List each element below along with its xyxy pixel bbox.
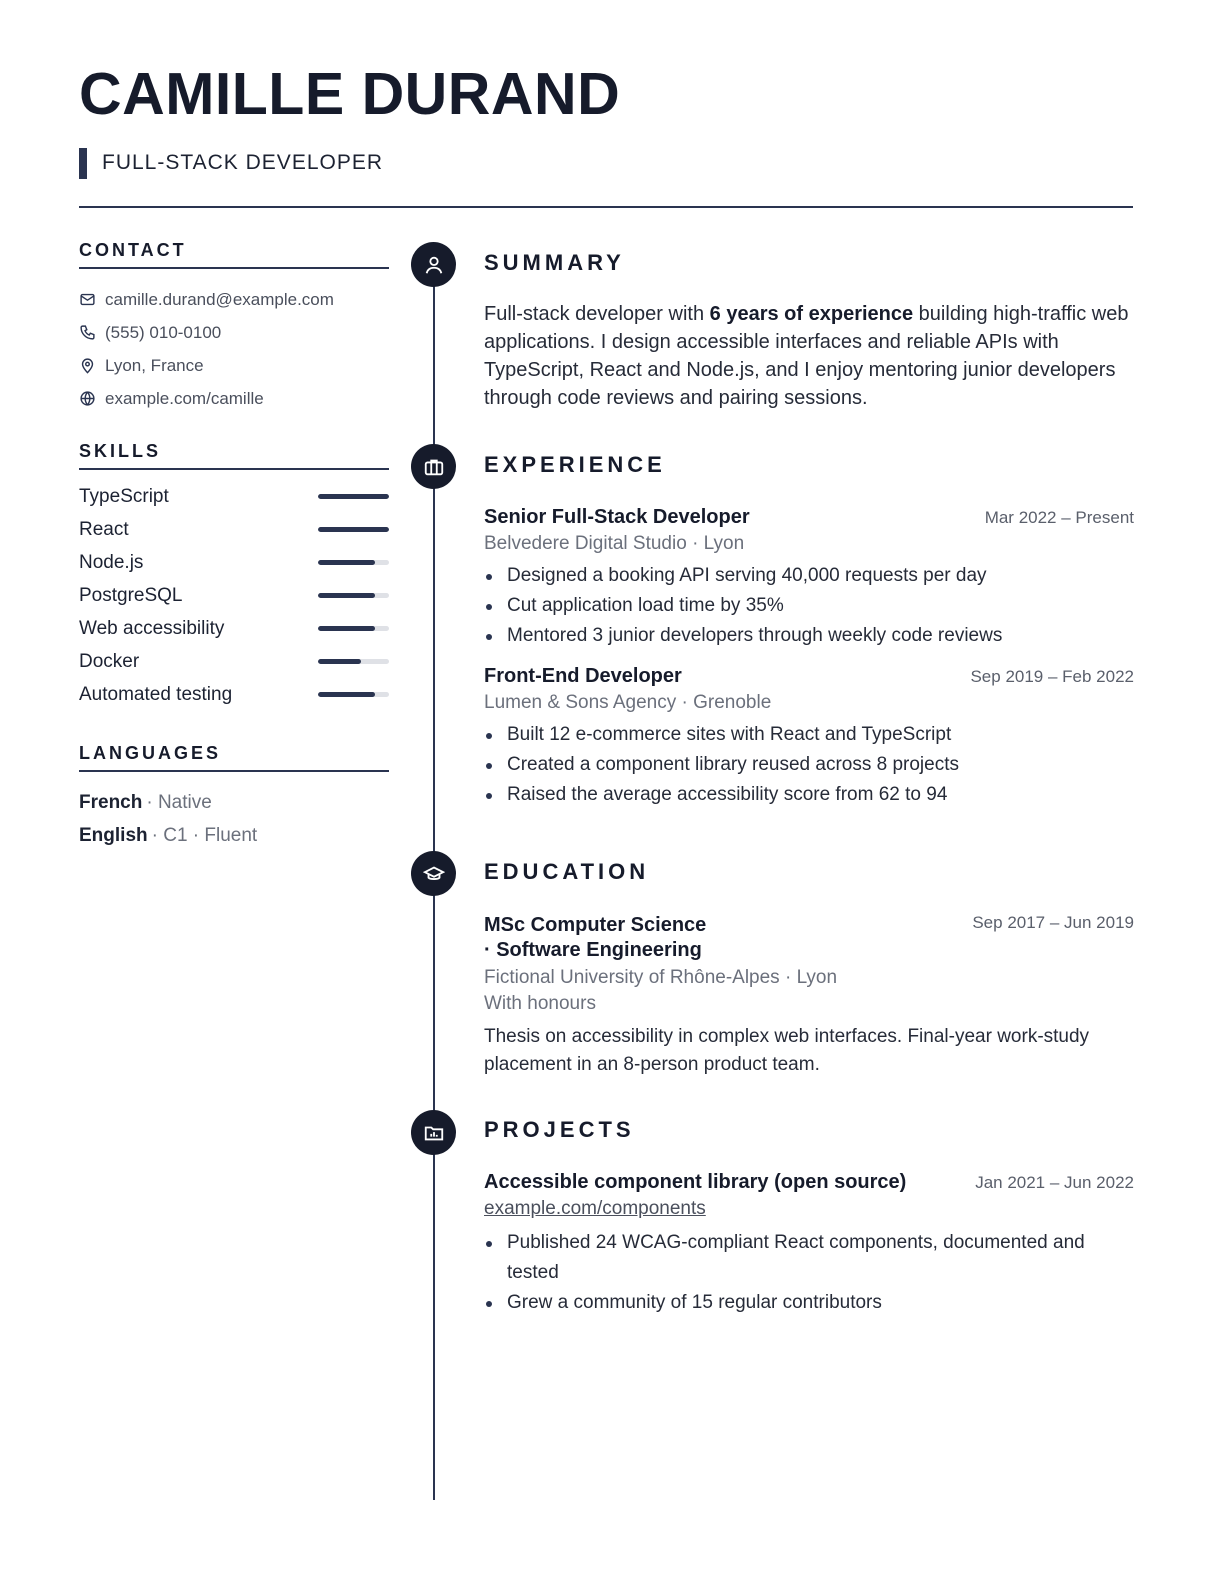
list-item: Designed a booking API serving 40,000 requests per day	[484, 561, 1134, 591]
experience-node	[411, 444, 456, 489]
globe-icon	[79, 390, 96, 407]
candidate-name: CAMILLE DURAND	[79, 61, 621, 127]
skill-level-bar	[318, 692, 389, 697]
skills-heading: SKILLS	[79, 441, 389, 470]
contact-phone[interactable]	[79, 316, 389, 349]
list-item: Raised the average accessibility score from 62 to 94	[484, 780, 1134, 810]
experience-heading: EXPERIENCE	[484, 452, 666, 477]
education-entry	[484, 913, 1134, 1079]
location-pin-icon	[79, 357, 96, 374]
job-entry	[484, 506, 1134, 651]
skill-row	[79, 480, 389, 513]
contact-heading: CONTACT	[79, 240, 389, 269]
role-title: FULL-STACK DEVELOPER	[102, 151, 384, 174]
list-item: Mentored 3 junior developers through weekly code reviews	[484, 621, 1134, 651]
contact-email-text: camille.durand@example.com	[105, 289, 334, 309]
project-bullets	[484, 1228, 1134, 1318]
skill-level-bar	[318, 593, 389, 598]
skill-name: Node.js	[79, 551, 144, 573]
left-column	[79, 240, 389, 852]
skill-level-fill	[318, 593, 375, 598]
user-icon	[423, 254, 445, 276]
language-name: English	[79, 824, 148, 846]
honours: With honours	[484, 993, 596, 1014]
contact-phone-text: (555) 010-0100	[105, 322, 222, 342]
skill-level-fill	[318, 560, 375, 565]
skill-level-fill	[318, 692, 375, 697]
languages-section	[79, 743, 389, 852]
projects-section	[484, 1117, 1134, 1318]
language-level: · Native	[146, 791, 212, 813]
skill-name: Web accessibility	[79, 617, 225, 639]
phone-icon	[79, 324, 96, 341]
skill-row	[79, 546, 389, 579]
education-date: Sep 2017 – Jun 2019	[972, 913, 1134, 932]
contact-location-text: Lyon, France	[105, 355, 204, 375]
folder-chart-icon	[423, 1122, 445, 1144]
degree-title	[484, 913, 706, 963]
skill-level-fill	[318, 659, 361, 664]
skill-level-fill	[318, 527, 389, 532]
skill-level-bar	[318, 659, 389, 664]
job-date: Mar 2022 – Present	[984, 508, 1134, 527]
skill-name: Automated testing	[79, 683, 233, 705]
education-node	[411, 851, 456, 896]
job-company: Lumen & Sons Agency · Grenoble	[484, 692, 772, 713]
project-date: Jan 2021 – Jun 2022	[975, 1173, 1134, 1192]
list-item: Cut application load time by 35%	[484, 591, 1134, 621]
experience-section	[484, 452, 1134, 810]
skill-level-fill	[318, 626, 375, 631]
role-accent-bar	[79, 148, 87, 179]
languages-heading: LANGUAGES	[79, 743, 389, 772]
header-divider	[79, 206, 1133, 208]
job-bullets	[484, 561, 1134, 651]
skill-name: Docker	[79, 650, 140, 672]
education-section	[484, 859, 1134, 1079]
job-date: Sep 2019 – Feb 2022	[970, 667, 1134, 686]
skill-row	[79, 612, 389, 645]
degree-line: · Software Engineering	[484, 939, 702, 961]
list-item: Built 12 e-commerce sites with React and TypeScript	[484, 720, 1134, 750]
graduation-cap-icon	[423, 863, 445, 885]
contact-section	[79, 240, 389, 415]
job-entry	[484, 665, 1134, 810]
degree-line: MSc Computer Science	[484, 914, 707, 936]
skill-row	[79, 579, 389, 612]
skill-row	[79, 645, 389, 678]
job-title: Senior Full-Stack Developer	[484, 506, 750, 528]
skill-name: TypeScript	[79, 485, 169, 507]
language-row	[79, 786, 389, 819]
list-item: Created a component library reused across 8 projects	[484, 750, 1134, 780]
summary-heading: SUMMARY	[484, 250, 625, 275]
skill-level-bar	[318, 527, 389, 532]
school-name: Fictional University of Rhône-Alpes · Lyon	[484, 967, 838, 988]
skill-row	[79, 513, 389, 546]
summary-highlight: 6 years of experience	[709, 303, 914, 325]
list-item: Published 24 WCAG-compliant React components, documented and tested	[484, 1228, 1134, 1288]
job-role	[79, 148, 383, 178]
education-heading: EDUCATION	[484, 859, 650, 884]
skill-name: React	[79, 518, 129, 540]
summary-text-start: Full-stack developer with	[484, 303, 710, 325]
contact-website[interactable]	[79, 382, 389, 415]
skills-section	[79, 441, 389, 711]
skill-level-fill	[318, 494, 389, 499]
job-bullets	[484, 720, 1134, 810]
job-company: Belvedere Digital Studio · Lyon	[484, 533, 745, 554]
language-level: · C1 · Fluent	[151, 824, 258, 846]
education-description: Thesis on accessibility in complex web interfaces. Final-year work-study placement in an 8-person product team.	[484, 1026, 1090, 1075]
skill-list	[79, 480, 389, 711]
skill-name: PostgreSQL	[79, 584, 183, 606]
project-title: Accessible component library (open source)	[484, 1171, 907, 1193]
skill-level-bar	[318, 626, 389, 631]
contact-location	[79, 349, 389, 382]
contact-email[interactable]	[79, 283, 389, 316]
list-item: Grew a community of 15 regular contributors	[484, 1288, 1134, 1318]
summary-text-end: building high-traffic web applications. I design accessible interfaces and reliable APIs with TypeScript, React and Node.js, and I enjoy mentoring junior developers through code reviews and pairing sessions.	[484, 303, 1129, 409]
project-link[interactable]: example.com/components	[484, 1198, 706, 1219]
skill-level-bar	[318, 494, 389, 499]
job-title: Front-End Developer	[484, 665, 682, 687]
project-entry	[484, 1171, 1134, 1318]
projects-node	[411, 1110, 456, 1155]
skill-level-bar	[318, 560, 389, 565]
skill-row	[79, 678, 389, 711]
summary-node	[411, 242, 456, 287]
contact-website-text: example.com/camille	[105, 388, 264, 408]
projects-heading: PROJECTS	[484, 1117, 635, 1142]
language-row	[79, 819, 389, 852]
briefcase-icon	[423, 456, 445, 478]
mail-icon	[79, 291, 96, 308]
summary-section	[484, 250, 1134, 412]
summary-text	[484, 300, 1134, 412]
language-name: French	[79, 791, 143, 813]
